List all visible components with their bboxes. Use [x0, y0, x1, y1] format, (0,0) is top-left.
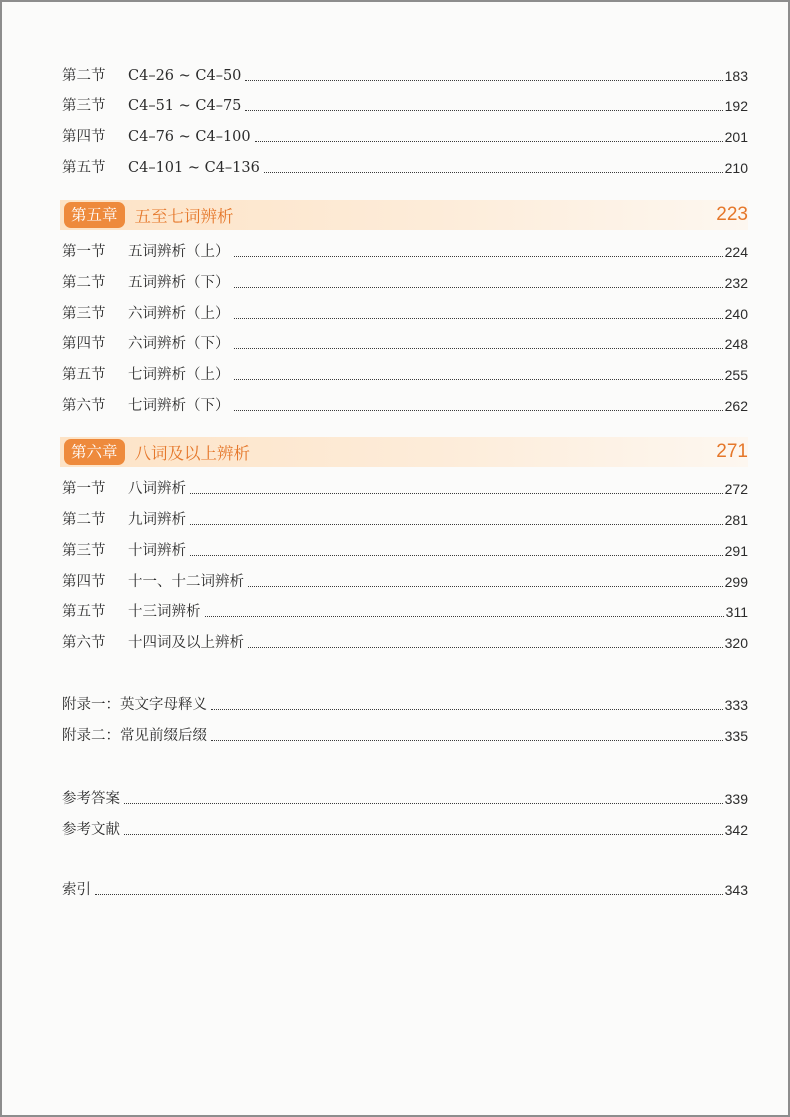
page-number: 311 [725, 604, 748, 620]
dot-leader [255, 141, 723, 142]
page-number: 333 [724, 697, 748, 713]
chapter-title: 五至七词辨析 [134, 207, 234, 226]
dot-leader [234, 318, 723, 319]
section-title: 七词辨析（上） [128, 367, 230, 383]
chapter-badge: 第五章 [64, 202, 125, 228]
toc-entry[interactable] [62, 599, 748, 621]
toc-entry[interactable] [62, 569, 748, 591]
section-number: 第四节 [62, 336, 106, 352]
section-title: 五词辨析（下） [128, 275, 230, 291]
section-title: 六词辨析（上） [128, 306, 230, 322]
section-number: 第四节 [62, 129, 106, 145]
chapter-page-number: 223 [716, 204, 748, 225]
dot-leader [190, 524, 723, 525]
toc-entry[interactable] [62, 630, 748, 652]
section-title: C4–76 ~ C4–100 [128, 129, 251, 145]
dot-leader [234, 287, 723, 288]
toc-entry-appendix[interactable] [62, 692, 748, 714]
toc-entry[interactable] [62, 331, 748, 353]
dot-leader [234, 256, 723, 257]
section-number: 第四节 [62, 574, 106, 590]
dot-leader [190, 493, 723, 494]
toc-entry[interactable] [62, 301, 748, 323]
toc-entry[interactable] [62, 155, 748, 177]
toc-entry[interactable] [62, 476, 748, 498]
section-title: 九词辨析 [128, 512, 186, 528]
section-title: 六词辨析（下） [128, 336, 230, 352]
dot-leader [234, 410, 723, 411]
toc-entry[interactable] [62, 239, 748, 261]
page-number: 339 [724, 791, 748, 807]
page-number: 248 [724, 336, 748, 352]
appendix-title: 附录一：英文字母释义 [62, 697, 207, 713]
page-number: 291 [724, 543, 748, 559]
section-number: 第五节 [62, 160, 106, 176]
toc-entry-references[interactable] [62, 786, 748, 808]
toc-entry[interactable] [62, 124, 748, 146]
section-number: 第五节 [62, 604, 106, 620]
index-title: 索引 [62, 882, 91, 898]
section-number: 第一节 [62, 244, 106, 260]
section-number: 第二节 [62, 512, 106, 528]
section-number: 第二节 [62, 68, 106, 84]
section-title: C4–26 ~ C4–50 [128, 68, 242, 84]
page-number: 240 [724, 306, 748, 322]
dot-leader [211, 740, 723, 741]
section-title: C4–101 ~ C4–136 [128, 160, 260, 176]
section-title: C4–51 ~ C4–75 [128, 98, 242, 114]
reference-title: 参考文献 [62, 822, 120, 838]
section-number: 第六节 [62, 398, 106, 414]
appendix-title: 附录二：常见前缀后缀 [62, 728, 207, 744]
toc-entry[interactable] [62, 507, 748, 529]
page-number: 183 [724, 68, 748, 84]
section-title: 八词辨析 [128, 481, 186, 497]
dot-leader [234, 379, 723, 380]
section-number: 第一节 [62, 481, 106, 497]
section-number: 第三节 [62, 306, 106, 322]
dot-leader [190, 555, 723, 556]
dot-leader [211, 709, 723, 710]
page-number: 232 [724, 275, 748, 291]
chapter-title: 八词及以上辨析 [134, 444, 251, 463]
section-number: 第六节 [62, 635, 106, 651]
page-number: 335 [724, 728, 748, 744]
dot-leader [124, 803, 723, 804]
section-title: 十三词辨析 [128, 604, 201, 620]
chapter-badge: 第六章 [64, 439, 125, 465]
toc-entry[interactable] [62, 270, 748, 292]
section-number: 第三节 [62, 543, 106, 559]
page-number: 262 [724, 398, 748, 414]
dot-leader [248, 586, 723, 587]
chapter-heading[interactable] [60, 200, 748, 230]
page-number: 320 [724, 635, 748, 651]
toc-entry[interactable] [62, 538, 748, 560]
dot-leader [124, 834, 723, 835]
dot-leader [248, 647, 723, 648]
chapter-page-number: 271 [716, 441, 748, 462]
section-title: 五词辨析（上） [128, 244, 230, 260]
page-number: 192 [724, 98, 748, 114]
page-number: 210 [724, 160, 748, 176]
dot-leader [245, 110, 722, 111]
section-title: 十词辨析 [128, 543, 186, 559]
page-number: 281 [724, 512, 748, 528]
section-title: 七词辨析（下） [128, 398, 230, 414]
reference-title: 参考答案 [62, 791, 120, 807]
toc-entry-index[interactable] [62, 877, 748, 899]
toc-entry[interactable] [62, 63, 748, 85]
toc-entry[interactable] [62, 93, 748, 115]
chapter-heading[interactable] [60, 437, 748, 467]
section-number: 第五节 [62, 367, 106, 383]
page-number: 272 [724, 481, 748, 497]
dot-leader [264, 172, 723, 173]
toc-entry-appendix[interactable] [62, 723, 748, 745]
dot-leader [234, 348, 723, 349]
dot-leader [95, 894, 723, 895]
section-number: 第二节 [62, 275, 106, 291]
page-number: 342 [724, 822, 748, 838]
toc-entry-references[interactable] [62, 817, 748, 839]
page-number: 255 [724, 367, 748, 383]
toc-entry[interactable] [62, 393, 748, 415]
page-number: 224 [724, 244, 748, 260]
section-number: 第三节 [62, 98, 106, 114]
page-number: 201 [724, 129, 748, 145]
section-title: 十四词及以上辨析 [128, 635, 244, 651]
dot-leader [205, 616, 724, 617]
page-number: 343 [724, 882, 748, 898]
page-number: 299 [724, 574, 748, 590]
section-title: 十一、十二词辨析 [128, 574, 244, 590]
toc-entry[interactable] [62, 362, 748, 384]
dot-leader [245, 80, 722, 81]
